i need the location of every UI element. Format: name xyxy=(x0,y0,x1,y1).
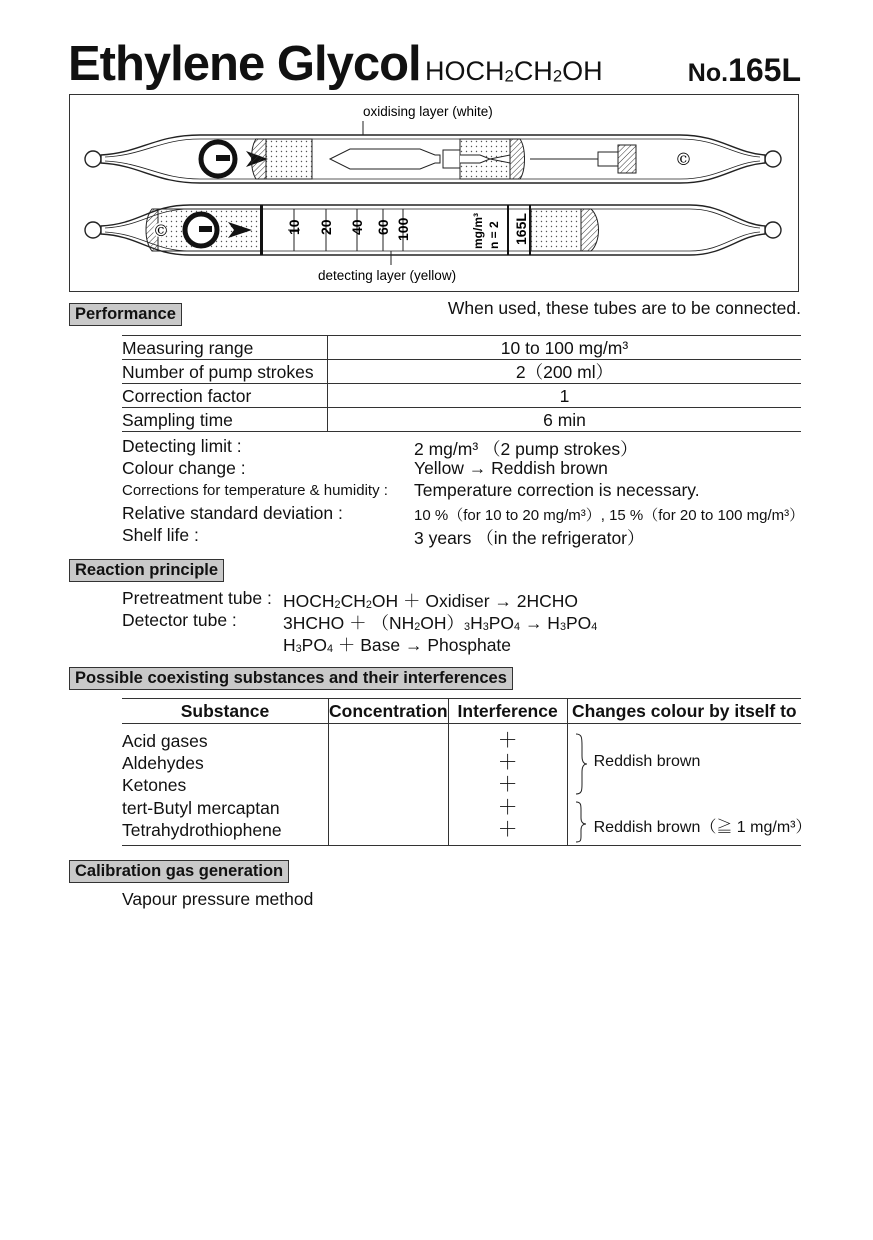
product-number: No.165L xyxy=(687,52,801,88)
table-row xyxy=(122,384,801,408)
row-value: 6 min xyxy=(328,408,802,432)
detail-key: Colour change : xyxy=(122,458,246,478)
column-header: Substance xyxy=(122,699,329,724)
interference-mark: ＋ xyxy=(497,774,518,797)
chemical-formula: $HOCH_2CH_2OH$ xyxy=(425,56,603,86)
detail-value: 10 %（for 10 to 20 mg/m³）, 15 %（for 20 to 100 mg/m³） xyxy=(414,507,805,524)
tube-diagram xyxy=(69,94,799,292)
detector-label: Detector tube : xyxy=(122,610,237,630)
interference-mark: ＋ xyxy=(497,818,518,841)
interference-cell xyxy=(448,724,567,846)
equation-1: $HOCH_2CH_2OH$ ＋ Oxidiser → 2HCHO xyxy=(283,591,579,612)
scale-mark: 100 xyxy=(395,217,411,241)
concentration-cell xyxy=(329,724,449,846)
colour-change-1: Reddish brown xyxy=(593,753,701,770)
detail-key: Detecting limit : xyxy=(122,436,242,456)
performance-table xyxy=(122,335,801,432)
unit-label: mg/m³ xyxy=(471,213,485,249)
detail-value: 2 mg/m³ （2 pump strokes） xyxy=(414,439,638,459)
interference-table xyxy=(122,698,812,846)
row-key: Sampling time xyxy=(122,408,328,432)
scale-mark: 60 xyxy=(375,219,391,235)
detecting-layer-label: detecting layer (yellow) xyxy=(318,268,457,283)
substance-item: Ketones xyxy=(122,775,187,796)
detail-value: Yellow → Reddish brown xyxy=(414,458,608,478)
colour-change-cell xyxy=(567,724,812,846)
oxidising-layer-label: oxidising layer (white) xyxy=(363,104,493,119)
substance-cell xyxy=(122,724,329,846)
substance-item: Aldehydes xyxy=(122,753,204,774)
strokes-label: n = 2 xyxy=(487,221,501,249)
table-body-row xyxy=(122,724,801,846)
substance-item: Tetrahydrothiophene xyxy=(122,819,282,840)
scale-mark: 10 xyxy=(286,219,302,235)
row-key: Correction factor xyxy=(122,384,328,408)
reaction-heading: Reaction principle xyxy=(69,559,224,582)
copyright-mark-2: © xyxy=(153,221,169,240)
equation-2: 3HCHO ＋ $(NH_2OH)_3H_3PO_4 \to H_3PO_4$ xyxy=(283,613,598,634)
column-header: Interference xyxy=(448,699,567,724)
detector-tube xyxy=(85,205,781,255)
detail-key: Corrections for temperature & humidity : xyxy=(122,482,388,499)
interferences-heading: Possible coexisting substances and their interferences xyxy=(69,667,513,690)
row-value: 10 to 100 mg/m³ xyxy=(328,336,802,360)
substance-item: Acid gases xyxy=(122,731,208,751)
scale-mark: 20 xyxy=(318,219,334,235)
brace-icon xyxy=(574,732,588,844)
detail-key: Relative standard deviation : xyxy=(122,503,343,523)
page-title: Ethylene Glycol xyxy=(68,37,421,91)
table-row xyxy=(122,408,801,432)
table-row xyxy=(122,336,801,360)
scale-mark: 40 xyxy=(349,219,365,235)
column-header: Changes colour by itself to xyxy=(567,699,801,724)
equation-3: $H_3PO_4$ ＋ Base → Phosphate xyxy=(283,635,512,656)
substance-item: tert-Butyl mercaptan xyxy=(122,797,280,818)
copyright-mark: © xyxy=(675,150,692,170)
detail-key: Shelf life : xyxy=(122,525,199,545)
table-header-row xyxy=(122,699,801,724)
row-key: Number of pump strokes xyxy=(122,360,328,384)
interference-mark: ＋ xyxy=(497,796,518,819)
row-key: Measuring range xyxy=(122,336,328,360)
interference-mark: ＋ xyxy=(497,730,518,752)
column-header: Concentration xyxy=(329,699,449,724)
table-row xyxy=(122,360,801,384)
row-value: 1 xyxy=(328,384,802,408)
row-value: 2（200 ml） xyxy=(328,360,802,384)
pretreatment-label: Pretreatment tube : xyxy=(122,588,272,608)
tube-code: 165L xyxy=(513,213,529,245)
pretreatment-tube xyxy=(85,135,781,183)
colour-change-2: Reddish brown（≧ 1 mg/m³） xyxy=(593,819,812,836)
connection-note: When used, these tubes are to be connected. xyxy=(447,298,801,318)
interference-mark: ＋ xyxy=(497,752,518,775)
calibration-heading: Calibration gas generation xyxy=(69,860,289,883)
calibration-method: Vapour pressure method xyxy=(122,889,314,909)
detail-value: 3 years （in the refrigerator） xyxy=(414,528,645,548)
detail-value: Temperature correction is necessary. xyxy=(414,480,700,500)
performance-heading: Performance xyxy=(69,303,182,326)
